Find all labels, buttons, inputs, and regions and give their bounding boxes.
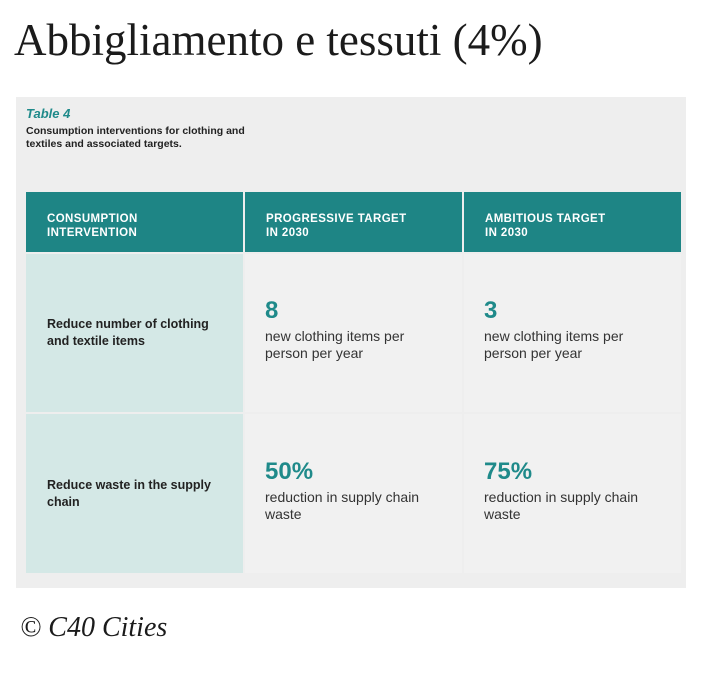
target-value: 3 [484,297,498,324]
target-value: 75% [484,458,533,485]
target-description: new clothing items per person per year [265,328,405,361]
row-intervention-label [26,254,243,412]
target-value: 8 [265,297,279,324]
ambitious-target-cell [464,414,681,573]
progressive-target-cell [245,254,462,412]
target-description: new clothing items per person per year [484,328,624,361]
page-title: Abbigliamento e tessuti (4%) [14,15,543,65]
table-caption: Consumption interventions for clothing and textiles and associated targets. [26,125,245,150]
table-label: Table 4 [26,106,71,121]
target-value: 50% [265,458,314,485]
copyright-credit: © C40 Cities [20,612,168,643]
table-figure [16,97,686,588]
column-header-ambitious: AMBITIOUS TARGET IN 2030 [464,192,681,252]
progressive-target-cell [245,414,462,573]
targets-table [26,192,680,573]
column-header-progressive: PROGRESSIVE TARGET IN 2030 [245,192,462,252]
column-header-intervention: CONSUMPTION INTERVENTION [26,192,243,252]
intervention-text: Reduce waste in the supply chain [47,477,211,509]
ambitious-target-cell [464,254,681,412]
row-intervention-label [26,414,243,573]
target-description: reduction in supply chain waste [265,489,420,522]
intervention-text: Reduce number of clothing and textile items [47,317,209,348]
target-description: reduction in supply chain waste [484,489,639,522]
